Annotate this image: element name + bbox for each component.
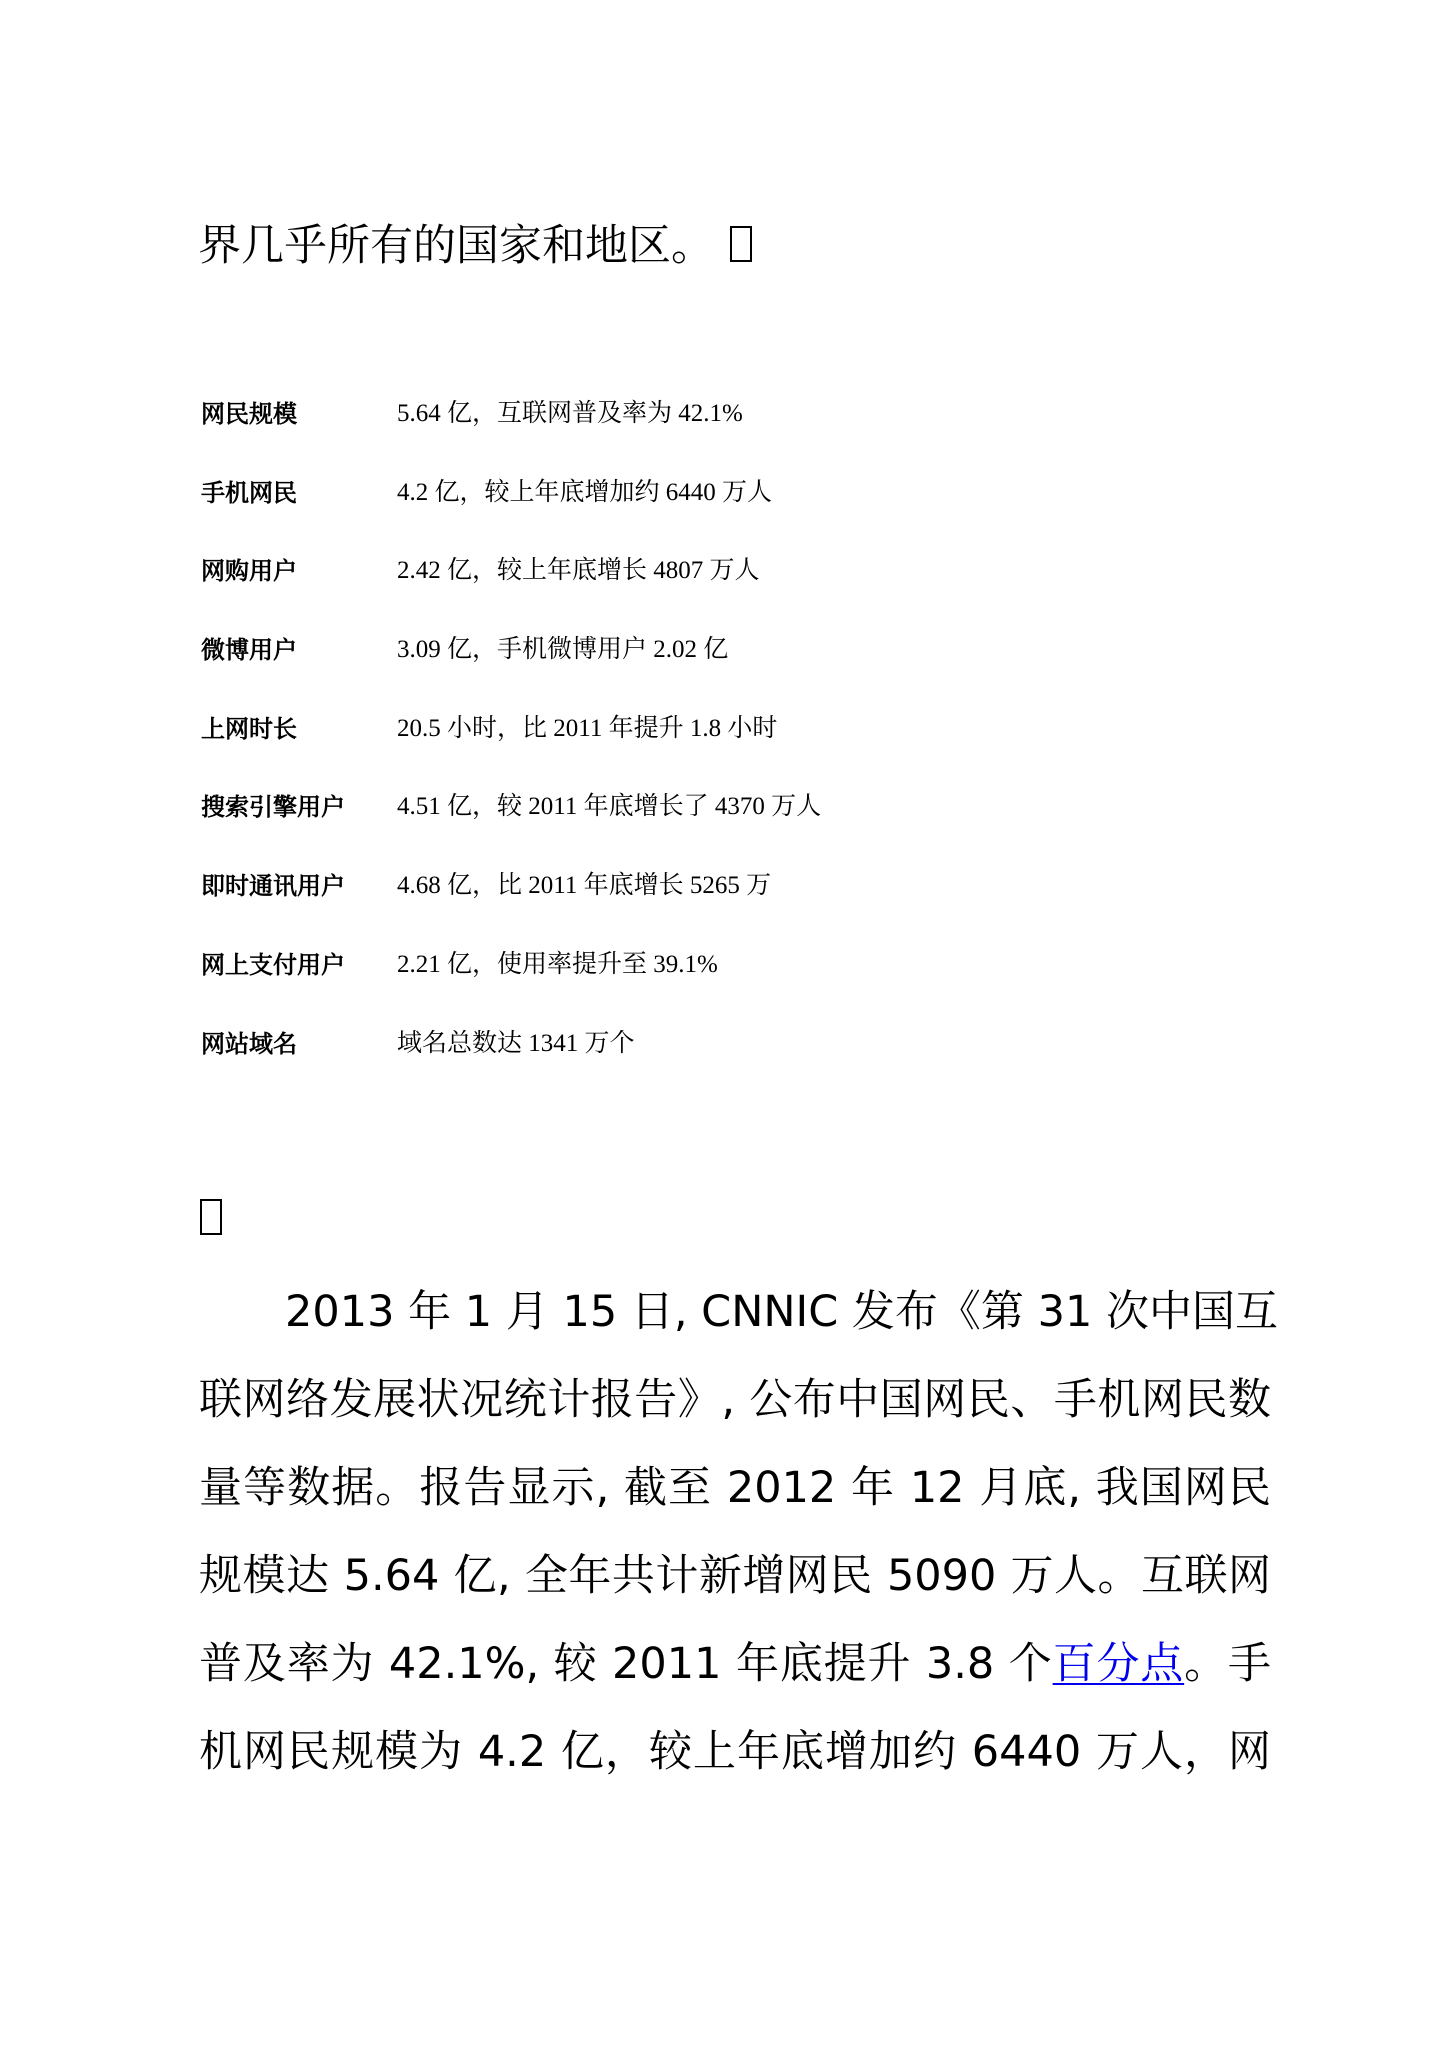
stat-value: 4.2 亿，较上年底增加约 6440 万人 [397, 478, 773, 506]
stat-value: 3.09 亿，手机微博用户 2.02 亿 [397, 636, 729, 664]
stat-label: 微博用户 [201, 635, 297, 665]
stat-row [201, 473, 1101, 552]
paragraph-line: 规模达 5.64 亿, 全年共计新增网民 5090 万人。互联网 [199, 1551, 1271, 1601]
percentage-point-link[interactable]: 百分点 [1052, 1639, 1185, 1689]
stat-row [201, 709, 1101, 788]
stat-row [201, 551, 1101, 630]
stat-label: 搜索引擎用户 [201, 792, 345, 822]
stat-label: 网站域名 [201, 1028, 297, 1058]
stat-value: 域名总数达 1341 万个 [397, 1029, 635, 1057]
paragraph-text: 。手 [1184, 1639, 1272, 1689]
stat-value: 2.42 亿，较上年底增长 4807 万人 [397, 557, 760, 585]
missing-glyph-box-icon [200, 1199, 222, 1235]
stat-label: 手机网民 [201, 477, 297, 507]
stat-label: 网购用户 [201, 556, 297, 586]
stats-table [201, 394, 1101, 1102]
paragraph-line: 2013 年 1 月 15 日, CNNIC 发布《第 31 次中国互 [285, 1287, 1278, 1337]
stat-row [201, 866, 1101, 945]
stat-row [201, 394, 1101, 473]
stat-label: 上网时长 [201, 713, 297, 743]
stat-row [201, 630, 1101, 709]
stat-value: 2.21 亿，使用率提升至 39.1% [397, 950, 718, 978]
stat-label: 网上支付用户 [201, 949, 345, 979]
paragraph-line: 量等数据。报告显示, 截至 2012 年 12 月底, 我国网民 [199, 1463, 1271, 1513]
stat-value: 5.64 亿，互联网普及率为 42.1% [397, 400, 743, 427]
stat-row [201, 945, 1101, 1024]
paragraph-line [199, 1620, 1271, 1708]
stat-value: 20.5 小时，比 2011 年提升 1.8 小时 [397, 714, 778, 742]
missing-glyph-box-icon [730, 226, 752, 262]
stat-row [201, 1024, 1101, 1103]
stat-label: 网民规模 [201, 399, 297, 428]
paragraph-line: 联网络发展状况统计报告》, 公布中国网民、手机网民数 [199, 1375, 1271, 1425]
stat-value: 4.68 亿，比 2011 年底增长 5265 万 [397, 872, 772, 900]
stat-label: 即时通讯用户 [201, 871, 345, 901]
paragraph-line: 机网民规模为 4.2 亿，较上年底增加约 6440 万人，网 [199, 1727, 1271, 1777]
body-paragraph [199, 1268, 1278, 1796]
stat-value: 4.51 亿，较 2011 年底增长了 4370 万人 [397, 793, 822, 821]
stat-row [201, 787, 1101, 866]
intro-line [198, 216, 752, 276]
paragraph-text: 普及率为 42.1%, 较 2011 年底提升 3.8 个 [199, 1639, 1053, 1689]
intro-text: 界几乎所有的国家和地区。 [198, 221, 714, 271]
